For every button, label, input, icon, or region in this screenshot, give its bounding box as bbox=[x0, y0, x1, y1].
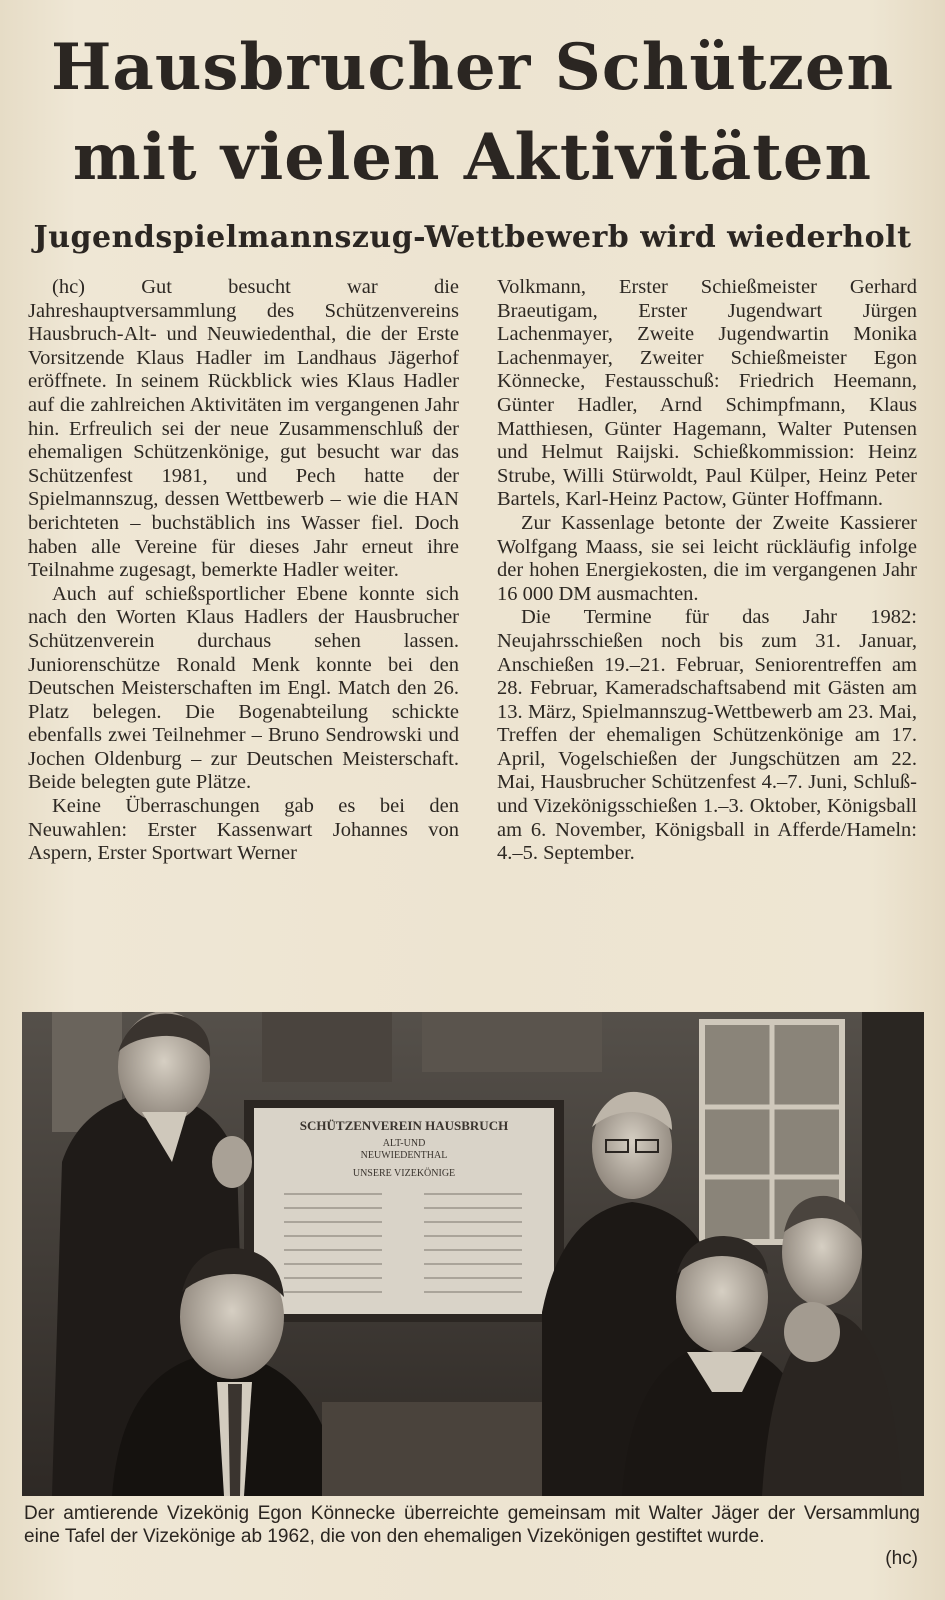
article-photo bbox=[22, 1012, 924, 1496]
paragraph: Zur Kassenlage betonte der Zweite Kassierer Wolfgang Maass, sie sei leicht rückläufig infolge der hohen Energiekosten, die im vergangenen Jahr 16 000 DM ausmachten. bbox=[497, 511, 917, 605]
article-column-left bbox=[28, 276, 459, 866]
photo-credit: (hc) bbox=[885, 1548, 918, 1569]
headline-line-2: mit vielen Aktivitäten bbox=[72, 120, 873, 195]
paragraph: Auch auf schießsportlicher Ebene konnte sich nach den Worten Klaus Hadlers der Hausbrucher Schützenverein durchaus sehen lassen. Juniorenschütze Ronald Menk konnte bei den Deutschen Meisterschaften im Engl. Match den 26. Platz belegen. Die Bogenabteilung schickte ebenfalls zwei Teilnehmer – Bruno Sendrowski und Jochen Oldenburg – zur Deutschen Meisterschaft. Beide belegten gute Plätze. bbox=[28, 582, 459, 794]
photo-illustration bbox=[22, 1012, 924, 1496]
board-line-3: NEUWIEDENTHAL bbox=[360, 1150, 448, 1161]
article-column-right bbox=[497, 276, 917, 866]
paragraph: Die Termine für das Jahr 1982: Neujahrsschießen noch bis zum 31. Januar, Anschießen 19.–21. Februar, Seniorentreffen am 28. Februar, Kameradschaftsabend mit Gästen am 13. März, Spielmannszug-Wettbewerb am 23. Mai, Treffen der ehemaligen Schützenkönige am 17. April, Vogelschießen der Jungschützen am 22. Mai, Hausbrucher Schützenfest 4.–7. Juni, Schluß- und Vizekönigsschießen 1.–3. Oktober, Königsball am 6. November, Königsball in Afferde/Hameln: 4.–5. September. bbox=[497, 606, 917, 865]
paragraph: Volkmann, Erster Schießmeister Gerhard Braeutigam, Erster Jugendwart Jürgen Lachenmayer, Zweite Jugendwartin Monika Lachenmayer, Zweiter Schießmeister Egon Könnecke, Festausschuß: Friedrich Heemann, Günter Hadler, Arnd Schimpfmann, Klaus Matthiesen, Günter Hagemann, Walter Putensen und Helmut Raijski. Schießkommission: Heinz Strube, Willi Stürwoldt, Paul Külper, Heinz Peter Bartels, Karl-Heinz Pactow, Günter Hoffmann. bbox=[497, 276, 917, 511]
headline-line-1: Hausbrucher Schützen bbox=[50, 30, 895, 105]
board-line-2: ALT-UND bbox=[382, 1138, 426, 1149]
photo-caption: Der amtierende Vizekönig Egon Könnecke überreichte gemeinsam mit Walter Jäger der Versammlung eine Tafel der Vizekönige ab 1962, die von den ehemaligen Vizekönigen gestiftet wurde. bbox=[24, 1503, 920, 1547]
paragraph: Keine Überraschungen gab es bei den Neuwahlen: Erster Kassenwart Johannes von Aspern, Erster Sportwart Werner bbox=[28, 795, 459, 865]
board-line-4: UNSERE VIZEKÖNIGE bbox=[352, 1168, 456, 1179]
subheadline: Jugendspielmannszug-Wettbewerb wird wiederholt bbox=[33, 220, 912, 255]
board-title: SCHÜTZENVEREIN HAUSBRUCH bbox=[299, 1118, 509, 1133]
paragraph: (hc) Gut besucht war die Jahreshauptversammlung des Schützenvereins Hausbruch-Alt- und Neuwiedenthal, die der Erste Vorsitzende Klaus Hadler im Landhaus Jägerhof eröffnete. In seinem Rückblick wies Klaus Hadler auf die zahlreichen Aktivitäten im vergangenen Jahr hin. Erfreulich sei der neue Zusammenschluß der ehemaligen Schützenkönige, gut besucht war das Schützenfest 1981, und Pech hatte der Spielmannszug, dessen Wettbewerb – wie die HAN berichteten – buchstäblich ins Wasser fiel. Doch haben alle Vereine für dieses Jahr erneut ihre Teilnahme zugesagt, bemerkte Hadler weiter. bbox=[28, 276, 459, 582]
